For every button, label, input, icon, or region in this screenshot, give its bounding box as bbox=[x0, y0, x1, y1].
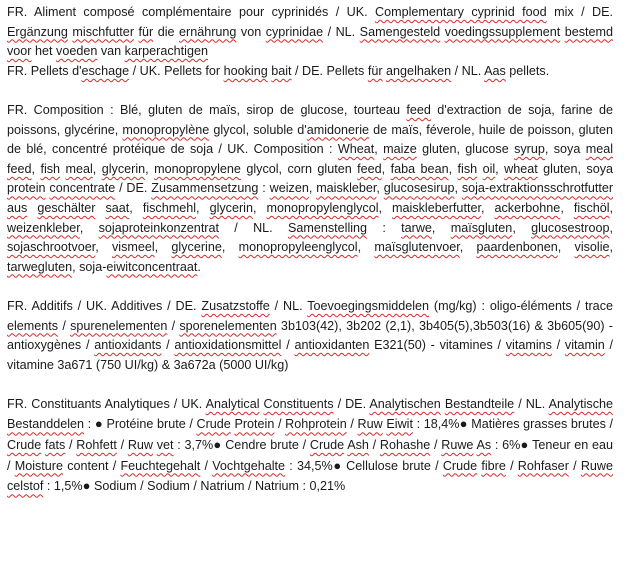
flagged-word: vismeel bbox=[111, 240, 155, 255]
text-run: , soja- bbox=[72, 259, 107, 274]
text-run: / NL. bbox=[323, 24, 360, 39]
flagged-word: Analytical bbox=[205, 396, 260, 411]
flagged-word: glycerin bbox=[101, 161, 146, 176]
bullet-icon: ● bbox=[332, 457, 342, 473]
text-run: , bbox=[609, 240, 614, 255]
text-run: Teneur en eau / bbox=[7, 438, 614, 473]
flagged-word: Wheat bbox=[337, 142, 375, 157]
text-run: : bbox=[258, 181, 270, 196]
text-run: , bbox=[376, 181, 384, 196]
text-run: / bbox=[551, 338, 565, 353]
text-run: / bbox=[505, 458, 518, 473]
text-run: Protéine brute / bbox=[102, 417, 197, 432]
flagged-word: faba bean bbox=[390, 161, 449, 176]
flagged-word: monopropylène bbox=[122, 122, 210, 137]
flagged-word: meal bbox=[585, 142, 614, 157]
text-run: FR. Composition : Blé, gluten de maïs, sirop de glucose, tourteau bbox=[7, 102, 407, 117]
flagged-word: Rohfaser bbox=[517, 458, 569, 473]
flagged-word: glycerin bbox=[209, 200, 253, 215]
flagged-word: Ash bbox=[347, 438, 369, 453]
paragraph-3 bbox=[7, 101, 613, 277]
text-run: : 1,5% bbox=[43, 479, 83, 494]
text-run: content / bbox=[63, 458, 121, 473]
flagged-word: monopropylenglycol bbox=[266, 200, 379, 215]
flagged-word: elements bbox=[7, 318, 59, 333]
flagged-word: glucosestroop bbox=[531, 220, 610, 235]
flagged-word: Ruwe bbox=[441, 438, 474, 453]
text-run: , bbox=[512, 220, 532, 235]
text-run: , bbox=[431, 220, 451, 235]
text-run: / DE. Pellets bbox=[291, 63, 368, 78]
flagged-word: feed bbox=[357, 161, 382, 176]
text-run: , bbox=[480, 200, 495, 215]
flagged-word: Samengesteld bbox=[359, 24, 441, 39]
flagged-word: sporenelementen bbox=[179, 318, 277, 333]
flagged-word: Samenstelling bbox=[287, 220, 368, 235]
flagged-word: Ruw bbox=[127, 438, 154, 453]
flagged-word: karperachtigen bbox=[124, 44, 208, 59]
text-run: / bbox=[274, 417, 286, 432]
text-run: E321(50) - vitamines / bbox=[369, 338, 506, 353]
text-run: mix / DE. bbox=[546, 5, 614, 19]
flagged-word: spurenelementen bbox=[70, 318, 168, 333]
flagged-word: bait bbox=[271, 63, 292, 78]
flagged-word: cyprinidae bbox=[265, 24, 324, 39]
flagged-word: Bestanddelen bbox=[7, 417, 85, 432]
flagged-word: Feuchtegehalt bbox=[120, 458, 201, 473]
flagged-word: soja-extraktionsschrotfutter bbox=[461, 181, 614, 196]
text-run: gluten, glucose bbox=[416, 142, 515, 157]
text-run: , bbox=[252, 200, 267, 215]
text-run: / bbox=[65, 438, 77, 453]
text-run: / UK. Pellets for bbox=[129, 63, 224, 78]
text-run: , bbox=[495, 161, 505, 176]
flagged-word: bestemd voor bbox=[7, 24, 614, 59]
flagged-word: voeden bbox=[56, 44, 98, 59]
paragraph-5 bbox=[7, 395, 613, 497]
text-run: het bbox=[31, 44, 57, 59]
text-run: / bbox=[58, 318, 71, 333]
flagged-word: amidonerie bbox=[306, 122, 370, 137]
text-run bbox=[27, 201, 37, 215]
document-body bbox=[7, 3, 613, 497]
text-run: , bbox=[79, 220, 99, 235]
flagged-word: Constituents bbox=[263, 396, 334, 411]
flagged-word: fischöl bbox=[573, 200, 610, 215]
flagged-word: sojaschrootvoer bbox=[7, 240, 96, 255]
flagged-word: fish bbox=[457, 161, 478, 176]
text-run: , bbox=[31, 161, 41, 176]
flagged-word: Analytischen bbox=[369, 396, 441, 411]
text-run: FR. Pellets d' bbox=[7, 63, 82, 78]
text-run: / bbox=[346, 417, 358, 432]
flagged-word: für bbox=[138, 24, 154, 39]
paragraph-4 bbox=[7, 297, 613, 375]
text-run bbox=[95, 201, 105, 215]
flagged-word: Crude bbox=[309, 438, 345, 453]
flagged-word: protein bbox=[7, 181, 46, 196]
flagged-word: mischfutter bbox=[72, 24, 135, 39]
flagged-word: tarwegluten bbox=[7, 259, 73, 274]
text-run: , bbox=[381, 161, 391, 176]
text-run: / NL. bbox=[514, 396, 549, 411]
flagged-word: Eiwit bbox=[386, 417, 413, 432]
flagged-word: geschälter bbox=[37, 200, 96, 215]
flagged-word: Bestandteile bbox=[444, 396, 515, 411]
text-run: d'extraction de soja, farine de poissons, glycérine, bbox=[7, 102, 613, 137]
flagged-word: maize bbox=[383, 142, 417, 157]
text-run: Cendre brute / bbox=[221, 438, 310, 453]
flagged-word: weizenkleber bbox=[7, 220, 80, 235]
flagged-word: paardenbonen bbox=[476, 240, 558, 255]
flagged-word: ackerbohne bbox=[494, 200, 561, 215]
flagged-word: ernährung bbox=[179, 24, 237, 39]
text-run: , bbox=[378, 200, 393, 215]
text-run: 3b103(42), 3b202 (2,1), 3b405(5),3b503(16) & 3b605(90) - antioxygènes / bbox=[7, 318, 613, 353]
text-run: , bbox=[145, 161, 155, 176]
text-run: de maïs, féverole, huile de poisson, gluten de blé, concentré protéique de soja / UK. Composition : bbox=[7, 122, 613, 157]
text-run: / bbox=[116, 438, 128, 453]
flagged-word: fibre bbox=[481, 458, 506, 473]
flagged-word: Toevoegingsmiddelen bbox=[307, 298, 430, 313]
text-run: : 18,4% bbox=[412, 417, 460, 432]
flagged-word: antioxidanten bbox=[294, 338, 370, 353]
text-run: , bbox=[609, 200, 614, 215]
flagged-word: monopropyleenglycol bbox=[238, 240, 358, 255]
bullet-icon: ● bbox=[82, 478, 91, 494]
text-run: van bbox=[97, 44, 125, 59]
text-run: von bbox=[236, 24, 266, 39]
flagged-word: monopropylene bbox=[154, 161, 241, 176]
text-run: , bbox=[221, 240, 239, 255]
text-run: , bbox=[557, 240, 575, 255]
paragraph-1 bbox=[7, 3, 613, 62]
flagged-word: feed bbox=[406, 102, 431, 117]
flagged-word: Complementary cyprinid food bbox=[375, 5, 547, 19]
paragraph-2 bbox=[7, 62, 613, 82]
flagged-word: eschage bbox=[81, 63, 130, 78]
bullet-icon: ● bbox=[459, 416, 468, 432]
flagged-word: Moisture bbox=[14, 458, 64, 473]
text-run: FR. Aliment composé complémentaire pour cyprinidés / UK. bbox=[7, 5, 376, 19]
flagged-word: Ruw bbox=[357, 417, 383, 432]
flagged-word: eiwitconcentraat bbox=[106, 259, 198, 274]
flagged-word: oil bbox=[482, 161, 496, 176]
text-run: / DE. bbox=[115, 181, 152, 196]
text-run: pellets. bbox=[505, 63, 550, 78]
flagged-word: weizen bbox=[269, 181, 309, 196]
flagged-word: maiskleberfutter bbox=[392, 200, 481, 215]
text-run: , bbox=[454, 181, 462, 196]
text-run: , bbox=[609, 220, 614, 235]
bullet-icon: ● bbox=[213, 437, 222, 453]
text-run: , bbox=[560, 200, 574, 215]
text-run: / bbox=[430, 438, 442, 453]
flagged-word: Aas bbox=[484, 63, 506, 78]
text-run: : bbox=[367, 220, 402, 235]
text-run: , bbox=[459, 240, 477, 255]
flagged-word: antioxidants bbox=[94, 338, 162, 353]
text-run: (mg/kg) : oligo-éléments / trace bbox=[429, 298, 613, 313]
text-run: / bbox=[281, 338, 295, 353]
flagged-word: maïsgluten bbox=[450, 220, 513, 235]
flagged-word: Crude bbox=[196, 417, 231, 432]
flagged-word: glycerine bbox=[171, 240, 222, 255]
flagged-word: glucosesirup bbox=[383, 181, 455, 196]
text-run: , bbox=[374, 142, 384, 157]
flagged-word: Protein bbox=[234, 417, 275, 432]
flagged-word: maiskleber bbox=[316, 181, 377, 196]
flagged-word: aus bbox=[7, 200, 28, 215]
flagged-word: meal bbox=[65, 161, 93, 176]
text-run: , bbox=[95, 240, 112, 255]
flagged-word: Analytische bbox=[548, 396, 614, 411]
text-run: / NL. bbox=[269, 298, 308, 313]
flagged-word: Ergänzung bbox=[7, 24, 68, 39]
flagged-word: Ruwe bbox=[580, 458, 614, 473]
text-run: , bbox=[308, 181, 317, 196]
text-run: gluten, soya bbox=[537, 161, 614, 176]
text-run: / DE. bbox=[333, 396, 370, 411]
flagged-word: Crude bbox=[442, 458, 478, 473]
flagged-word: vitamins bbox=[505, 338, 552, 353]
flagged-word: vitamin bbox=[564, 338, 605, 353]
text-run: glycol, corn gluten bbox=[240, 161, 358, 176]
flagged-word: Crude bbox=[7, 438, 42, 453]
text-run: die bbox=[153, 24, 179, 39]
text-run: Matières grasses brutes / bbox=[467, 417, 614, 432]
text-run: , bbox=[154, 240, 172, 255]
flagged-word: vet bbox=[156, 438, 174, 453]
flagged-word: syrup bbox=[514, 142, 545, 157]
text-run: : 34,5% bbox=[285, 458, 333, 473]
text-run: , soya bbox=[544, 142, 586, 157]
flagged-word: fischmehl bbox=[142, 200, 197, 215]
flagged-word: Zusatzstoffe bbox=[201, 298, 270, 313]
text-run: : 6% bbox=[491, 438, 521, 453]
text-run: : 3,7% bbox=[173, 438, 214, 453]
bullet-icon: ● bbox=[520, 437, 529, 453]
text-run: , bbox=[196, 200, 210, 215]
flagged-word: Rohfett bbox=[76, 438, 117, 453]
flagged-word: tarwe bbox=[401, 220, 432, 235]
flagged-word: Rohprotein bbox=[285, 417, 347, 432]
flagged-word: angelhaken bbox=[386, 63, 452, 78]
flagged-word: saat bbox=[105, 200, 130, 215]
flagged-word: wheat bbox=[504, 161, 538, 176]
text-run: / NL. bbox=[219, 220, 288, 235]
flagged-word: antioxidationsmittel bbox=[174, 338, 282, 353]
flagged-word: Zusammensetzung bbox=[151, 181, 259, 196]
flagged-word: maïsglutenvoer bbox=[374, 240, 460, 255]
flagged-word: concentrate bbox=[49, 181, 116, 196]
text-run: / bbox=[161, 338, 175, 353]
flagged-word: hooking bbox=[223, 63, 268, 78]
text-run: glycol, soluble d' bbox=[209, 122, 307, 137]
text-run: / bbox=[568, 458, 581, 473]
flagged-word: celstof bbox=[7, 479, 44, 494]
text-run: : bbox=[84, 417, 95, 432]
text-run: / bbox=[167, 318, 180, 333]
flagged-word: As bbox=[476, 438, 492, 453]
flagged-word: für bbox=[367, 63, 383, 78]
text-run: Cellulose brute / bbox=[341, 458, 443, 473]
flagged-word: Rohashe bbox=[379, 438, 431, 453]
flagged-word: Vochtgehalte bbox=[212, 458, 286, 473]
text-run: FR. Constituants Analytiques / UK. bbox=[7, 396, 206, 411]
flagged-word: visolie bbox=[574, 240, 610, 255]
text-run: / NL. bbox=[451, 63, 485, 78]
flagged-word: fats bbox=[45, 438, 66, 453]
text-run: . bbox=[197, 259, 201, 274]
text-run: Sodium / Sodium / Natrium / Natrium : 0,21% bbox=[90, 479, 346, 494]
text-run: , bbox=[448, 161, 458, 176]
text-run: FR. Additifs / UK. Additives / DE. bbox=[7, 298, 202, 313]
text-run: / bbox=[368, 438, 380, 453]
text-run: , bbox=[129, 200, 143, 215]
flagged-word: fish bbox=[40, 161, 61, 176]
flagged-word: voedingssupplement bbox=[444, 24, 561, 39]
bullet-icon: ● bbox=[94, 416, 103, 432]
text-run: / bbox=[200, 458, 213, 473]
flagged-word: feed bbox=[7, 161, 32, 176]
text-run: / vitamine 3a671 (750 UI/kg) & 3a672a (5000 UI/kg) bbox=[7, 338, 614, 372]
flagged-word: sojaproteinkonzentrat bbox=[98, 220, 220, 235]
text-run: , bbox=[357, 240, 375, 255]
text-run: , bbox=[92, 161, 102, 176]
